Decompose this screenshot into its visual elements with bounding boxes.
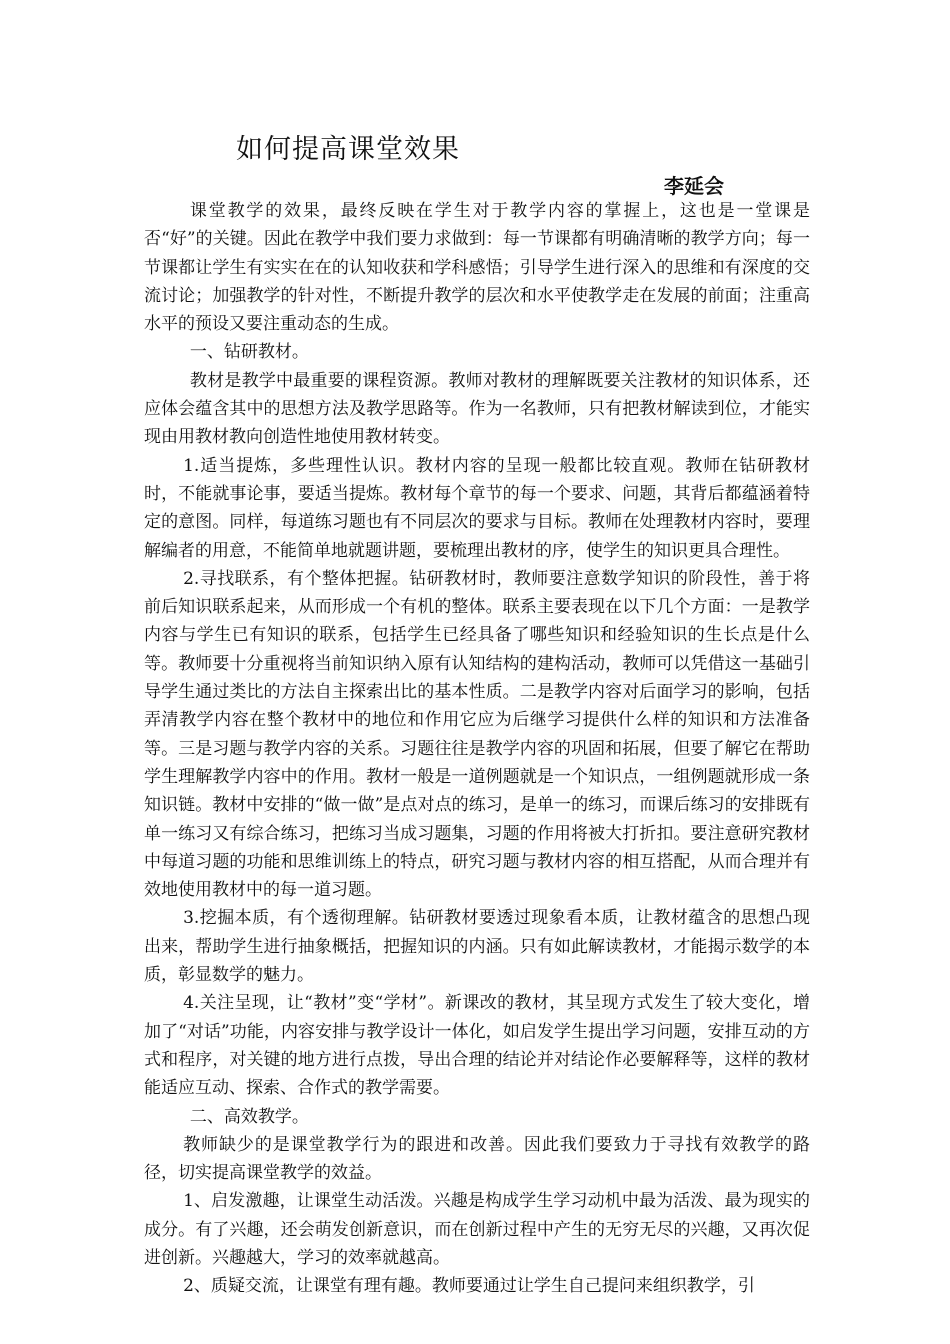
body-paragraph: 1、启发激趣，让课堂生动活泼。兴趣是构成学生学习动机中最为活泼、最为现实的成分。有了兴趣，还会萌发创新意识，而在创新过程中产生的无穷无尽的兴趣，又再次促进创新。兴趣越大，学习的效率就越高。 (144, 1191, 810, 1268)
section-heading-1: 一、钻研教材。 (189, 342, 309, 363)
intro-paragraph: 课堂教学的效果，最终反映在学生对于教学内容的掌握上，这也是一堂课是否“好”的关键。因此在教学中我们要力求做到：每一节课都有明确清晰的教学方向；每一节课都让学生有实实在在的认知收获和学科感悟；引导学生进行深入的思维和有深度的交流讨论；加强教学的针对性，不断提升教学的层次和水平使教学走在发展的前面；注重高水平的预设又要注重动态的生成。 (144, 201, 810, 335)
body-paragraph: 教师缺少的是课堂教学行为的跟进和改善。因此我们要致力于寻找有效教学的路径，切实提高课堂教学的效益。 (144, 1134, 810, 1184)
body-paragraph: 教材是教学中最重要的课程资源。教师对教材的理解既要关注教材的知识体系，还应体会蕴含其中的思想方法及教学思路等。作为一名教师，只有把教材解读到位，才能实现由用教材教向创造性地使用教材转变。 (144, 370, 810, 448)
body-paragraph: 4.关注呈现，让“教材”变“学材”。新课改的教材，其呈现方式发生了较大变化，增加了“对话”功能，内容安排与教学设计一体化，如启发学生提出学习问题，安排互动的方式和程序，对关键的地方进行点拨，导出合理的结论并对结论作必要解释等，这样的教材能适应互动、探索、合作式的教学需要。 (144, 993, 810, 1099)
document-body (144, 197, 810, 1301)
body-paragraph: 1.适当提炼，多些理性认识。教材内容的呈现一般都比较直观。教师在钻研教材时，不能就事论事，要适当提炼。教材每个章节的每一个要求、问题，其背后都蕴涵着特定的意图。同样，每道练习题也有不同层次的要求与目标。教师在处理教材内容时，要理解编者的用意，不能简单地就题讲题，要梳理出教材的序，使学生的知识更具合理性。 (144, 455, 810, 561)
body-paragraph: 3.挖掘本质，有个透彻理解。钻研教材要透过现象看本质，让教材蕴含的思想凸现出来，帮助学生进行抽象概括，把握知识的内涵。只有如此解读教材，才能揭示数学的本质，彰显数学的魅力。 (144, 908, 810, 986)
author-name: 李延会 (664, 174, 724, 198)
document-title: 如何提高课堂效果 (236, 134, 460, 165)
section-heading-2: 二、高效教学。 (189, 1106, 309, 1127)
body-paragraph: 2、质疑交流，让课堂有理有趣。教师要通过让学生自己提问来组织教学，引 (183, 1276, 755, 1297)
body-paragraph: 2.寻找联系，有个整体把握。钻研教材时，教师要注意数学知识的阶段性，善于将前后知识联系起来，从而形成一个有机的整体。联系主要表现在以下几个方面：一是教学内容与学生已有知识的联系，包括学生已经具备了哪些知识和经验知识的生长点是什么等。教师要十分重视将当前知识纳入原有认知结构的建构活动，教师可以凭借这一基础引导学生通过类比的方法自主探索出比的基本性质。二是教学内容对后面学习的影响，包括弄清教学内容在整个教材中的地位和作用它应为后继学习提供什么样的知识和方法准备等。三是习题与教学内容的关系。习题往往是教学内容的巩固和拓展，但要了解它在帮助学生理解教学内容中的作用。教材一般是一道例题就是一个知识点，一组例题就形成一条知识链。教材中安排的“做一做”是点对点的练习，是单一的练习，而课后练习的安排既有单一练习又有综合练习，把练习当成习题集，习题的作用将被大打折扣。要注意研究教材中每道习题的功能和思维训练上的特点，研究习题与教材内容的相互搭配，从而合理并有效地使用教材中的每一道习题。 (144, 568, 810, 901)
